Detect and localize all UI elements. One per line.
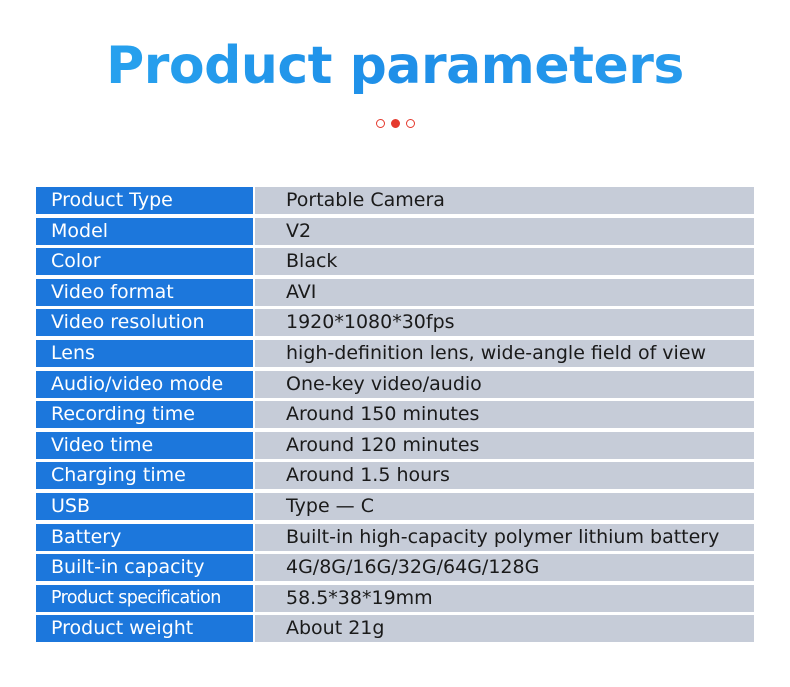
spec-label: Lens [36,340,253,367]
dot-outline-icon [406,119,415,128]
spec-label: Recording time [36,401,253,428]
spec-row-model [36,218,754,245]
spec-label: Product weight [36,615,253,642]
spec-label: USB [36,493,253,520]
spec-row-recording-time [36,401,754,428]
spec-value: Portable Camera [255,187,754,214]
spec-value: V2 [255,218,754,245]
page-title: Product parameters [0,36,790,96]
spec-row-product-specification [36,585,754,612]
spec-label: Product Type [36,187,253,214]
spec-row-audio-video-mode [36,371,754,398]
spec-row-product-weight [36,615,754,642]
spec-row-usb [36,493,754,520]
spec-row-lens [36,340,754,367]
decorative-dots [0,119,790,128]
spec-value: Black [255,248,754,275]
dot-outline-icon [376,119,385,128]
spec-value: AVI [255,279,754,306]
spec-table [36,187,754,646]
spec-label: Model [36,218,253,245]
spec-label: Built-in capacity [36,554,253,581]
spec-label: Battery [36,524,253,551]
spec-label: Video time [36,432,253,459]
spec-row-built-in-capacity [36,554,754,581]
spec-value: Built-in high-capacity polymer lithium battery [255,524,754,551]
spec-label: Audio/video mode [36,371,253,398]
spec-label: Color [36,248,253,275]
dot-filled-icon [391,119,400,128]
spec-value: About 21g [255,615,754,642]
spec-row-video-format [36,279,754,306]
spec-row-charging-time [36,462,754,489]
spec-value: Type — C [255,493,754,520]
spec-label: Video resolution [36,309,253,336]
spec-value: Around 120 minutes [255,432,754,459]
spec-value: One-key video/audio [255,371,754,398]
spec-row-product-type [36,187,754,214]
spec-label: Video format [36,279,253,306]
spec-label: Charging time [36,462,253,489]
spec-row-video-time [36,432,754,459]
spec-value: 4G/8G/16G/32G/64G/128G [255,554,754,581]
spec-value: 58.5*38*19mm [255,585,754,612]
spec-label: Product specification [36,585,253,612]
spec-row-color [36,248,754,275]
spec-value: Around 1.5 hours [255,462,754,489]
spec-value: Around 150 minutes [255,401,754,428]
spec-row-battery [36,524,754,551]
spec-row-video-resolution [36,309,754,336]
spec-value: high-definition lens, wide-angle field of view [255,340,754,367]
spec-value: 1920*1080*30fps [255,309,754,336]
